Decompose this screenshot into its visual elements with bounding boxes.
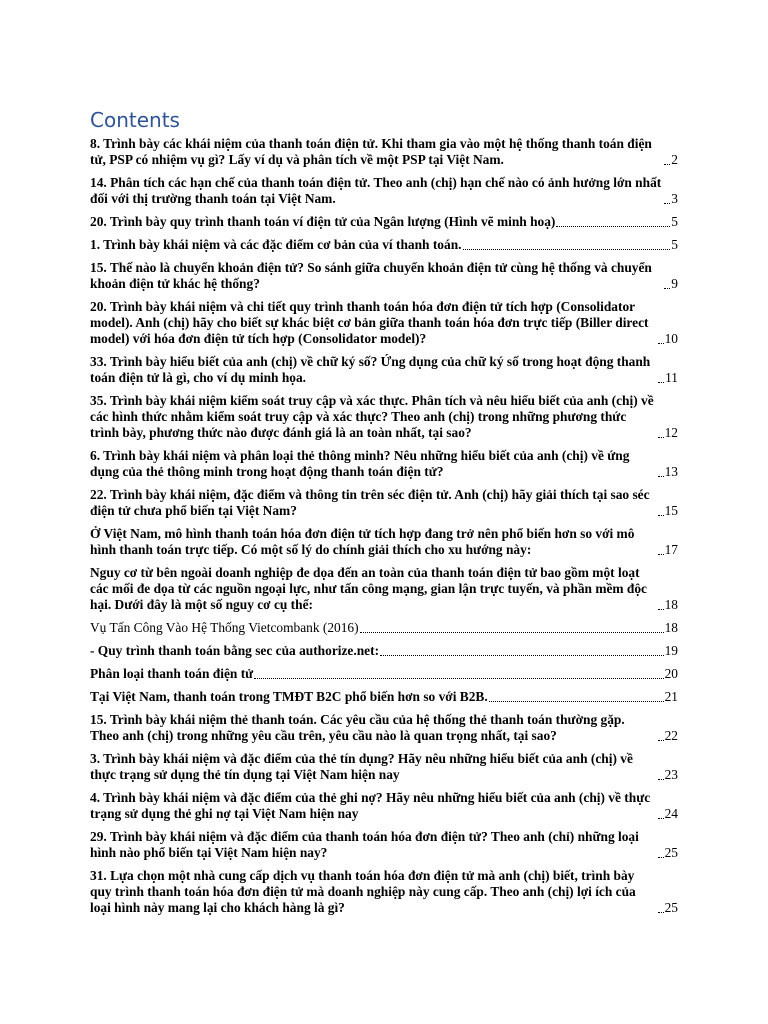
toc-entry-page-number: 13 <box>664 464 678 479</box>
toc-dot-leader <box>658 514 664 516</box>
toc-entry[interactable] <box>90 526 678 558</box>
toc-entry-title: Ở Việt Nam, mô hình thanh toán hóa đơn điện tử tích hợp đang trở nên phổ biến hơn so với mô hình thanh toán trực tiếp. Có một số lý do chính giải thích cho xu hướng này: <box>90 526 635 557</box>
toc-entry[interactable] <box>90 448 678 480</box>
toc-entry-title: Nguy cơ từ bên ngoài doanh nghiệp đe dọa đến an toàn của thanh toán điện tử bao gồm một loạt các mối đe dọa từ các nguồn ngoại lực, như tấn công mạng, gian lận trực tuyến, và phần mềm độc hại. Dưới đây là một số nguy cơ cụ thể: <box>90 565 648 612</box>
toc-entry-page-number: 3 <box>671 191 678 206</box>
toc-entry-page-number: 17 <box>664 542 678 557</box>
toc-entry-page-number: 12 <box>664 425 678 440</box>
toc-dot-leader <box>658 342 664 344</box>
toc-dot-leader <box>380 654 664 656</box>
toc-dot-leader <box>658 856 664 858</box>
toc-entry[interactable] <box>90 666 678 682</box>
toc-entry-page-number: 24 <box>664 806 678 821</box>
toc-dot-leader <box>254 677 663 679</box>
toc-entry-title: 33. Trình bày hiểu biết của anh (chị) về chữ ký số? Ứng dụng của chữ ký số trong hoạt động thanh toán điện tử là gì, cho ví dụ minh họa. <box>90 354 651 385</box>
toc-entry-page-number: 11 <box>665 370 678 385</box>
toc-entry[interactable] <box>90 299 678 347</box>
toc-entry-page-number: 19 <box>664 643 678 658</box>
toc-list <box>90 136 678 916</box>
toc-entry-page-number: 21 <box>664 689 678 704</box>
toc-dot-leader <box>489 700 664 702</box>
toc-dot-leader <box>658 911 664 913</box>
toc-dot-leader <box>658 778 664 780</box>
toc-entry-page-number: 5 <box>671 214 678 229</box>
toc-dot-leader <box>664 202 670 204</box>
toc-entry-title: Phân loại thanh toán điện tử <box>90 666 254 681</box>
toc-entry-page-number: 10 <box>664 331 678 346</box>
toc-dot-leader <box>658 553 664 555</box>
toc-heading: Contents <box>90 108 180 132</box>
toc-page <box>90 108 678 923</box>
toc-entry[interactable] <box>90 237 678 253</box>
toc-entry[interactable] <box>90 487 678 519</box>
toc-entry[interactable] <box>90 689 678 705</box>
toc-entry[interactable] <box>90 790 678 822</box>
toc-entry[interactable] <box>90 260 678 292</box>
toc-dot-leader <box>658 739 664 741</box>
toc-dot-leader <box>658 436 664 438</box>
toc-entry-title: 15. Trình bày khái niệm thẻ thanh toán. Các yêu cầu của hệ thống thẻ thanh toán thường gặp. Theo anh (chị) trong những yêu cầu trên, yêu cầu nào là quan trọng nhất, tại sao? <box>90 712 625 743</box>
toc-entry-page-number: 23 <box>664 767 678 782</box>
toc-dot-leader <box>658 381 664 383</box>
toc-entry-page-number: 9 <box>671 276 678 291</box>
toc-entry[interactable] <box>90 565 678 613</box>
toc-entry-page-number: 25 <box>664 845 678 860</box>
toc-entry-title: - Quy trình thanh toán bằng sec của authorize.net: <box>90 643 380 658</box>
toc-dot-leader <box>658 608 664 610</box>
toc-entry[interactable] <box>90 829 678 861</box>
toc-dot-leader <box>664 287 670 289</box>
toc-entry[interactable] <box>90 868 678 916</box>
toc-dot-leader <box>463 248 671 250</box>
toc-entry-page-number: 18 <box>664 620 678 635</box>
toc-entry-title: 14. Phân tích các hạn chế của thanh toán điện tử. Theo anh (chị) hạn chế nào có ảnh hưởng lớn nhất đối với thị trường thanh toán tại Việt Nam. <box>90 175 662 206</box>
toc-entry-page-number: 20 <box>664 666 678 681</box>
toc-entry-page-number: 18 <box>664 597 678 612</box>
toc-entry-title: 35. Trình bày khái niệm kiểm soát truy cập và xác thực. Phân tích và nêu hiểu biết của anh (chị) về các hình thức nhằm kiểm soát truy cập và xác thực? Theo anh (chị) trong những phương thức trình bày, phương thức nào được đánh giá là an toàn nhất, tại sao? <box>90 393 654 440</box>
toc-entry-title: 3. Trình bày khái niệm và đặc điểm của thẻ tín dụng? Hãy nêu những hiểu biết của anh (chị) về thực trạng sử dụng thẻ tín dụng tại Việt Nam hiện nay <box>90 751 633 782</box>
toc-entry-title: 6. Trình bày khái niệm và phân loại thẻ thông minh? Nêu những hiểu biết của anh (chị) về ứng dụng của thẻ thông minh trong hoạt động thanh toán điện tử? <box>90 448 630 479</box>
toc-entry-title: 15. Thế nào là chuyển khoản điện tử? So sánh giữa chuyển khoản điện tử cùng hệ thống và chuyển khoản điện tử khác hệ thống? <box>90 260 652 291</box>
toc-entry-title: 1. Trình bày khái niệm và các đặc điểm cơ bản của ví thanh toán. <box>90 237 462 252</box>
toc-entry-title: Vụ Tấn Công Vào Hệ Thống Vietcombank (2016) <box>90 620 359 635</box>
toc-entry-title: 20. Trình bày khái niệm và chi tiết quy trình thanh toán hóa đơn điện tử tích hợp (Consolidator model). Anh (chị) hãy cho biết sự khác biệt cơ bản giữa thanh toán hóa đơn trực tiếp (Biller direct model) với hóa đơn điện tử tích hợp (Consolidator model)? <box>90 299 649 346</box>
toc-entry-page-number: 25 <box>664 900 678 915</box>
toc-entry[interactable] <box>90 175 678 207</box>
toc-entry[interactable] <box>90 393 678 441</box>
toc-entry-page-number: 22 <box>664 728 678 743</box>
toc-entry-title: 29. Trình bày khái niệm và đặc điểm của thanh toán hóa đơn điện tử? Theo anh (chỉ) những loại hình nào phổ biến tại Việt Nam hiện nay? <box>90 829 639 860</box>
toc-dot-leader <box>658 817 664 819</box>
toc-entry-page-number: 2 <box>671 152 678 167</box>
toc-entry[interactable] <box>90 643 678 659</box>
toc-entry-title: 4. Trình bày khái niệm và đặc điểm của thẻ ghi nợ? Hãy nêu những hiểu biết của anh (chị) về thực trạng sử dụng thẻ ghi nợ tại Việt Nam hiện nay <box>90 790 651 821</box>
toc-dot-leader <box>658 475 664 477</box>
toc-dot-leader <box>556 225 670 227</box>
toc-entry[interactable] <box>90 354 678 386</box>
toc-entry-title: 8. Trình bày các khái niệm của thanh toán điện tử. Khi tham gia vào một hệ thống thanh toán điện tử, PSP có nhiệm vụ gì? Lấy ví dụ và phân tích về một PSP tại Việt Nam. <box>90 136 652 167</box>
toc-entry-page-number: 5 <box>671 237 678 252</box>
toc-entry[interactable] <box>90 214 678 230</box>
toc-entry-title: Tại Việt Nam, thanh toán trong TMĐT B2C phổ biến hơn so với B2B. <box>90 689 488 704</box>
toc-entry[interactable] <box>90 712 678 744</box>
toc-dot-leader <box>360 631 664 633</box>
toc-entry[interactable] <box>90 620 678 636</box>
toc-entry-title: 20. Trình bày quy trình thanh toán ví điện tử của Ngân lượng (Hình vẽ minh hoạ) <box>90 214 556 229</box>
toc-dot-leader <box>664 163 670 165</box>
toc-entry-title: 31. Lựa chọn một nhà cung cấp dịch vụ thanh toán hóa đơn điện tử mà anh (chị) biết, trình bày quy trình thanh toán hóa đơn điện tử mà doanh nghiệp này cung cấp. Theo anh (chị) lợi ích của loại hình này mang lại cho khách hàng là gì? <box>90 868 636 915</box>
toc-entry[interactable] <box>90 751 678 783</box>
toc-entry-page-number: 15 <box>664 503 678 518</box>
toc-entry[interactable] <box>90 136 678 168</box>
toc-entry-title: 22. Trình bày khái niệm, đặc điểm và thông tin trên séc điện tử. Anh (chị) hãy giải thích tại sao séc điện tử chưa phổ biến tại Việt Nam? <box>90 487 650 518</box>
